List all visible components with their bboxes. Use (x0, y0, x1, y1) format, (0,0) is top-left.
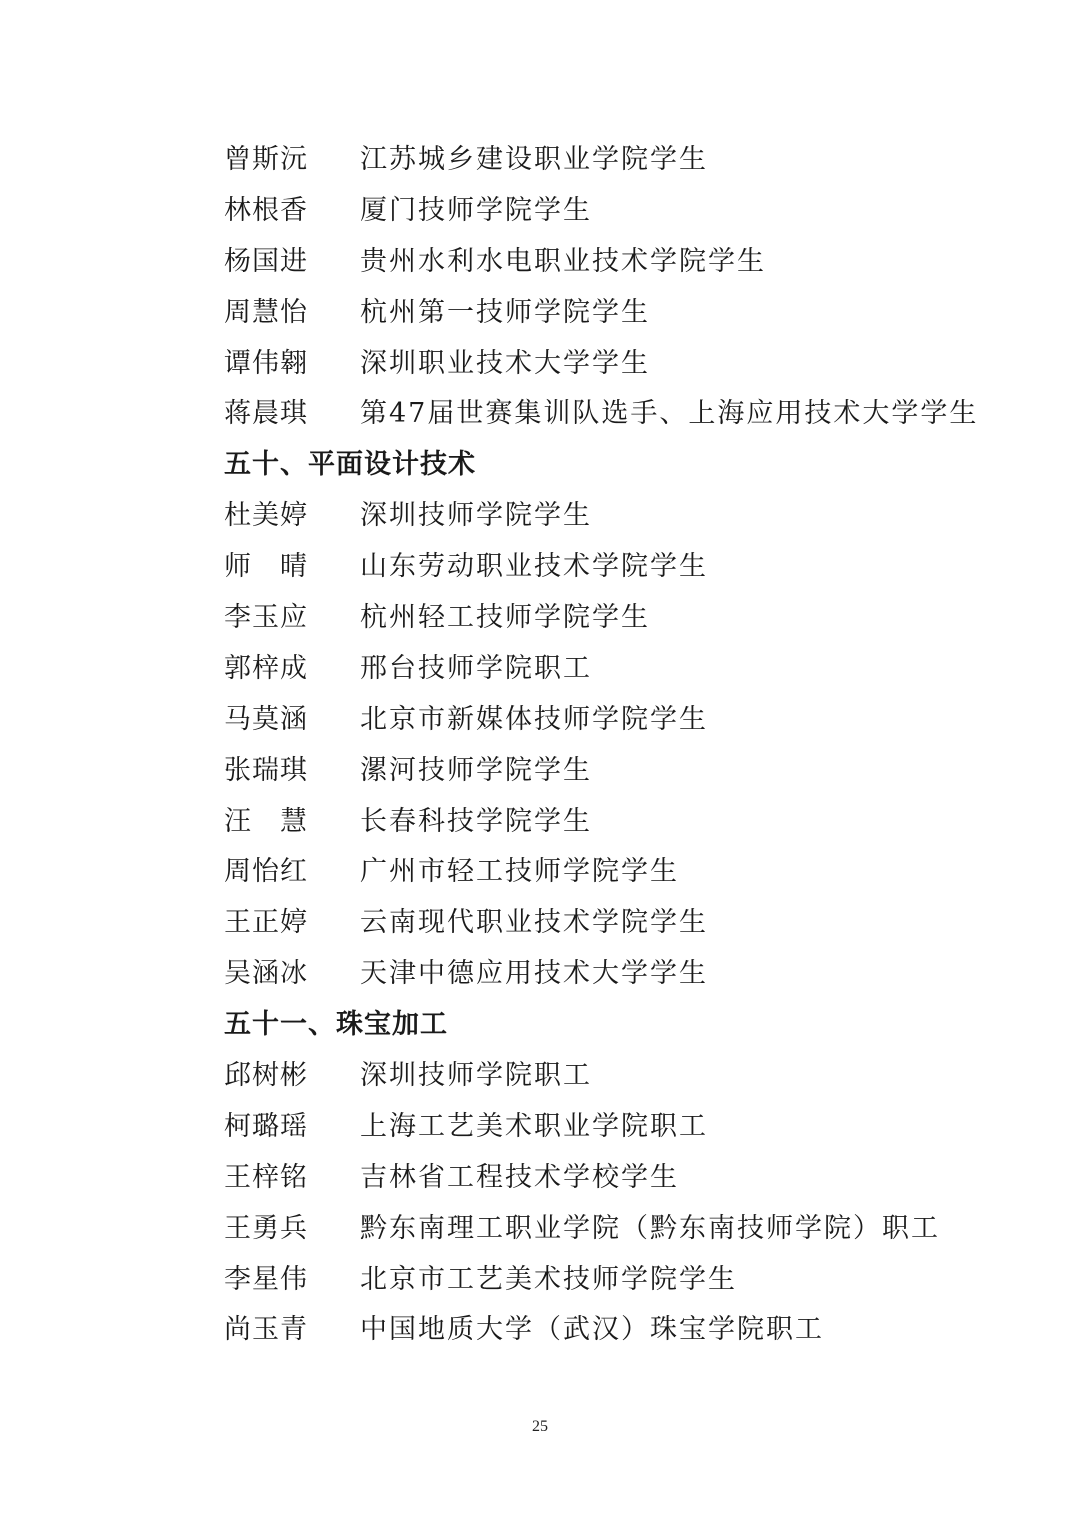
list-item (224, 186, 984, 237)
person-name: 李玉应 (224, 602, 308, 634)
person-organization: 杭州第一技师学院学生 (360, 296, 650, 328)
person-name: 马莫涵 (224, 703, 308, 735)
person-name: 曾斯沅 (224, 144, 308, 175)
person-name: 王勇兵 (224, 1212, 308, 1244)
section-heading: 五十一、珠宝加工 (224, 1009, 448, 1041)
list-item (224, 1255, 984, 1306)
person-organization: 上海工艺美术职业学院职工 (360, 1110, 708, 1142)
name-char: 慧 (280, 805, 308, 837)
person-name: 王梓铭 (224, 1161, 308, 1193)
person-organization: 山东劳动职业技术学院学生 (360, 551, 708, 583)
person-name: 柯璐瑶 (224, 1110, 308, 1142)
person-name: 杜美婷 (224, 500, 308, 532)
page-number: 25 (532, 1418, 548, 1435)
person-name: 谭伟翱 (224, 347, 308, 379)
list-item (224, 542, 984, 593)
list-item (224, 898, 984, 949)
name-char: 晴 (280, 551, 308, 583)
person-organization: 黔东南理工职业学院（黔东南技师学院）职工 (360, 1212, 940, 1244)
name-char: 师 (224, 551, 252, 583)
person-name: 王正婷 (224, 907, 308, 939)
list-item (224, 1153, 984, 1204)
person-organization: 云南现代职业技术学院学生 (360, 907, 708, 939)
list-item (224, 237, 984, 288)
list-item (224, 288, 984, 339)
person-organization: 贵州水利水电职业技术学院学生 (360, 245, 766, 277)
person-name: 尚玉青 (224, 1314, 308, 1346)
list-item (224, 746, 984, 797)
person-organization: 长春科技学院学生 (360, 805, 592, 837)
list-item (224, 1305, 984, 1356)
person-name: 张瑞琪 (224, 754, 308, 786)
person-organization: 江苏城乡建设职业学院学生 (360, 144, 708, 175)
person-name: 周怡红 (224, 856, 308, 888)
list-item (224, 847, 984, 898)
person-organization: 深圳职业技术大学学生 (360, 347, 650, 379)
list-item (224, 797, 984, 848)
person-name: 周慧怡 (224, 296, 308, 328)
list-item (224, 695, 984, 746)
person-organization: 中国地质大学（武汉）珠宝学院职工 (360, 1314, 824, 1346)
person-organization: 厦门技师学院学生 (360, 194, 592, 226)
list-item (224, 389, 984, 440)
person-organization: 第47届世赛集训队选手、上海应用技术大学学生 (360, 398, 979, 430)
person-name (224, 797, 308, 848)
person-name: 邱树彬 (224, 1060, 308, 1092)
person-organization: 邢台技师学院职工 (360, 652, 592, 684)
award-list (224, 135, 984, 1356)
person-organization: 北京市新媒体技师学院学生 (360, 703, 708, 735)
list-item (224, 135, 984, 186)
person-organization: 杭州轻工技师学院学生 (360, 602, 650, 634)
person-organization: 广州市轻工技师学院学生 (360, 856, 679, 888)
person-organization: 深圳技师学院职工 (360, 1060, 592, 1092)
section-heading: 五十、平面设计技术 (224, 449, 476, 481)
person-organization: 漯河技师学院学生 (360, 754, 592, 786)
list-item (224, 339, 984, 390)
person-name: 郭梓成 (224, 652, 308, 684)
person-organization: 天津中德应用技术大学学生 (360, 958, 708, 990)
list-item (224, 593, 984, 644)
person-name (224, 542, 308, 593)
list-item (224, 1051, 984, 1102)
name-char: 汪 (224, 805, 252, 837)
person-name: 林根香 (224, 194, 308, 226)
list-item (224, 644, 984, 695)
list-item (224, 491, 984, 542)
person-name: 蒋晨琪 (224, 398, 308, 430)
person-organization: 深圳技师学院学生 (360, 500, 592, 532)
person-organization: 北京市工艺美术技师学院学生 (360, 1263, 737, 1295)
person-name: 李星伟 (224, 1263, 308, 1295)
list-item (224, 1204, 984, 1255)
list-item (224, 949, 984, 1000)
person-name: 杨国进 (224, 245, 308, 277)
person-organization: 吉林省工程技术学校学生 (360, 1161, 679, 1193)
list-item (224, 1102, 984, 1153)
person-name: 吴涵冰 (224, 958, 308, 990)
